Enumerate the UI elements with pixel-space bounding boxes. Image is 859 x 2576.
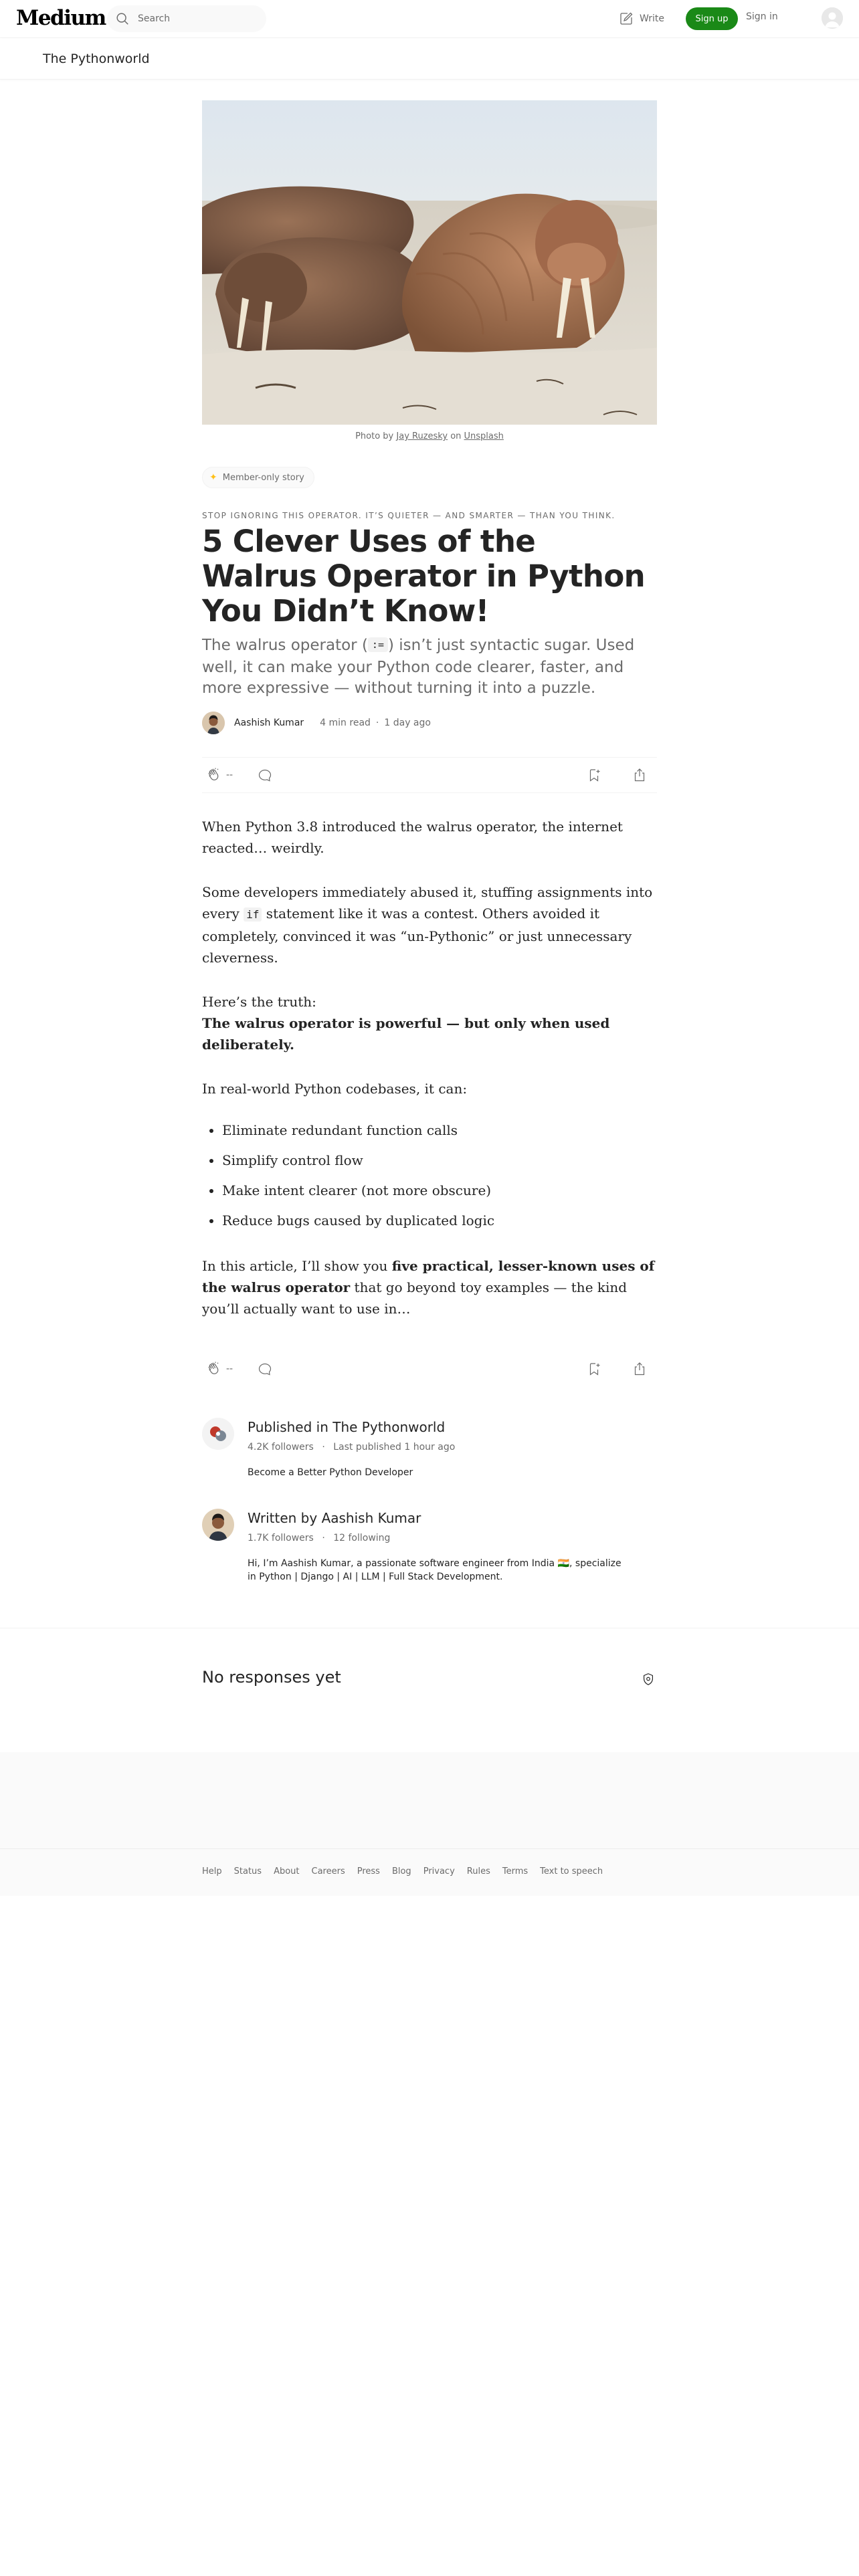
- footer-link-status[interactable]: Status: [233, 1866, 262, 1876]
- paragraph-text: statement like it was a contest. Others avoided it completely, convinced it was “un-Pythonic” or just unnecessary cleverness.: [202, 905, 632, 966]
- hero-caption: [202, 431, 657, 441]
- member-only-label: Member-only story: [222, 472, 304, 483]
- author-avatar[interactable]: [202, 712, 225, 734]
- emphasis-text: five practical, lesser-known uses of the walrus operator: [202, 1258, 655, 1295]
- hero-image: [202, 100, 657, 425]
- article-byline: [202, 711, 431, 735]
- author-bio: Hi, I’m Aashish Kumar, a passionate software engineer from India 🇮🇳, specialize in Python | Django | AI | LLM | Full Stack Development.: [248, 1558, 622, 1582]
- paragraph-text: that go beyond toy examples — the kind you’ll actually want to use in…: [202, 1279, 628, 1317]
- footer-link-rules[interactable]: Rules: [466, 1866, 490, 1876]
- publish-date: 1 day ago: [384, 718, 431, 728]
- list-item: • Eliminate redundant function calls: [222, 1119, 657, 1141]
- footer-link-about[interactable]: About: [274, 1866, 300, 1876]
- search-icon: [115, 11, 130, 26]
- author-following[interactable]: 12 following: [333, 1533, 391, 1543]
- clap-count: --: [226, 770, 233, 780]
- search-box[interactable]: [107, 5, 266, 32]
- walrus-photo: [202, 100, 657, 425]
- publication-card: [202, 1418, 657, 1485]
- publication-bar: [0, 38, 859, 80]
- subtitle-part: ) isn’t just syntactic sugar. Used well, it can make your Python code clearer, faster, and more expressive — without turning it into a puzzle.: [202, 637, 635, 697]
- author-meta: [248, 1533, 390, 1543]
- clap-icon: [206, 1361, 222, 1377]
- paragraph: In real-world Python codebases, it can:: [202, 1081, 468, 1097]
- list-item: • Make intent clearer (not more obscure): [222, 1180, 657, 1201]
- clap-button[interactable]: [206, 1361, 233, 1377]
- footer-link-text-to-speech[interactable]: Text to speech: [540, 1866, 603, 1876]
- member-only-badge: [202, 467, 314, 488]
- last-published: Last published 1 hour ago: [333, 1442, 456, 1453]
- clap-icon: [206, 767, 222, 783]
- paragraph-text: Some developers immediately abused it, stuffing assignments into every: [202, 884, 653, 922]
- footer-link-help[interactable]: Help: [202, 1866, 222, 1876]
- article-kicker: STOP IGNORING THIS OPERATOR. IT’S QUIETER — AND SMARTER — THAN YOU THINK.: [202, 511, 615, 520]
- caption-prefix: Photo by: [355, 431, 397, 441]
- paragraph: [202, 1255, 657, 1319]
- paragraph: [202, 881, 657, 968]
- publication-name-link[interactable]: The Pythonworld: [43, 51, 150, 66]
- comment-icon[interactable]: [257, 1361, 273, 1377]
- sign-up-button[interactable]: Sign up: [686, 7, 738, 30]
- paragraph-text: Here’s the truth:: [202, 994, 316, 1010]
- footer-link-blog[interactable]: Blog: [391, 1866, 411, 1876]
- responses-heading: No responses yet: [202, 1668, 341, 1687]
- page-footer: [0, 1848, 859, 1896]
- paragraph: [202, 991, 657, 1055]
- publication-followers[interactable]: 4.2K followers: [248, 1442, 314, 1453]
- article-action-bar-bottom: [202, 1351, 657, 1387]
- footer-link-terms[interactable]: Terms: [502, 1866, 529, 1876]
- bookmark-icon[interactable]: [586, 767, 602, 783]
- footer-link-privacy[interactable]: Privacy: [423, 1866, 455, 1876]
- python-logo-icon: [202, 1418, 234, 1450]
- article-action-bar: [202, 757, 657, 793]
- if-code-inline: if: [244, 907, 262, 922]
- clap-count: --: [226, 1364, 233, 1374]
- subtitle-part: The walrus operator (: [202, 637, 368, 654]
- publication-logo[interactable]: [202, 1418, 234, 1450]
- sign-in-link[interactable]: Sign in: [746, 11, 778, 22]
- paragraph-text: In this article, I’ll show you: [202, 1258, 392, 1274]
- separator-dot: ·: [322, 1442, 325, 1453]
- article-subtitle: [202, 635, 657, 699]
- medium-logo[interactable]: Medium: [16, 6, 106, 30]
- bookmark-icon[interactable]: [586, 1361, 602, 1377]
- list-item: • Reduce bugs caused by duplicated logic: [222, 1210, 657, 1231]
- author-card-avatar[interactable]: [202, 1509, 234, 1541]
- paragraph: When Python 3.8 introduced the walrus operator, the internet reacted… weirdly.: [202, 819, 623, 856]
- footer-link-careers[interactable]: Careers: [311, 1866, 345, 1876]
- share-icon[interactable]: [632, 1361, 648, 1377]
- share-icon[interactable]: [632, 767, 648, 783]
- article-title: 5 Clever Uses of the Walrus Operator in Python You Didn’t Know!: [202, 524, 646, 629]
- caption-mid: on: [448, 431, 464, 441]
- separator-dot: ·: [375, 718, 379, 728]
- comment-icon[interactable]: [257, 767, 273, 783]
- author-photo: [202, 712, 225, 734]
- photographer-link[interactable]: Jay Ruzesky: [396, 431, 448, 441]
- author-title-link[interactable]: Written by Aashish Kumar: [248, 1510, 421, 1526]
- unsplash-link[interactable]: Unsplash: [464, 431, 504, 441]
- walrus-code-inline: :=: [368, 637, 388, 652]
- footer-link-press[interactable]: Press: [357, 1866, 380, 1876]
- search-input[interactable]: [138, 5, 258, 32]
- author-card: [202, 1509, 657, 1589]
- publication-meta: [248, 1442, 455, 1453]
- write-icon: [618, 11, 634, 27]
- clap-button[interactable]: [206, 767, 233, 783]
- read-time: 4 min read: [320, 718, 371, 728]
- footer-links: [202, 1866, 603, 1876]
- emphasis-text: The walrus operator is powerful — but only when used deliberately.: [202, 1015, 610, 1053]
- list-item: • Simplify control flow: [222, 1150, 657, 1171]
- separator-dot: ·: [322, 1533, 325, 1543]
- user-avatar[interactable]: [822, 7, 843, 29]
- star-icon: ✦: [209, 472, 217, 483]
- write-label: Write: [640, 13, 664, 24]
- write-button[interactable]: [618, 9, 664, 28]
- shield-icon[interactable]: [641, 1672, 656, 1687]
- author-photo: [202, 1509, 234, 1541]
- publication-description: Become a Better Python Developer: [248, 1467, 413, 1478]
- author-name-link[interactable]: Aashish Kumar: [234, 718, 304, 728]
- author-followers[interactable]: 1.7K followers: [248, 1533, 314, 1543]
- article-body: [202, 816, 657, 1342]
- top-navigation-bar: [0, 0, 859, 38]
- benefits-list: [202, 1119, 657, 1231]
- publication-title-link[interactable]: Published in The Pythonworld: [248, 1419, 446, 1435]
- avatar-placeholder-icon: [822, 7, 843, 29]
